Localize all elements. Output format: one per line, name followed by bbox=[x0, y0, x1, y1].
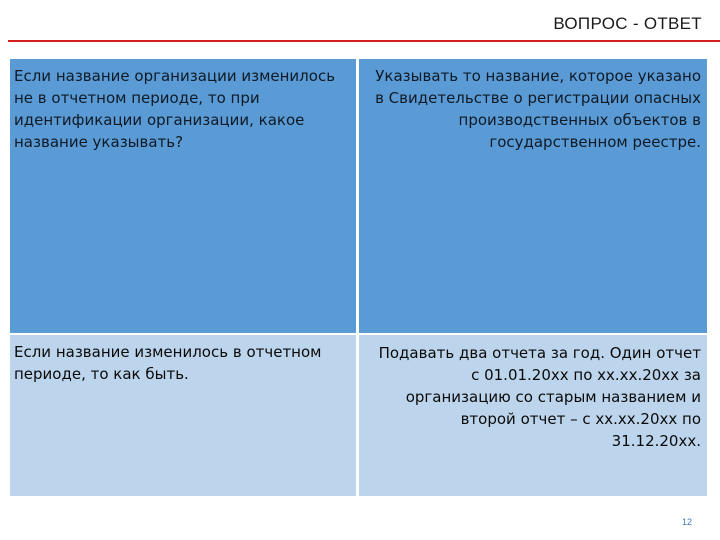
table-row bbox=[10, 335, 707, 496]
slide-title: ВОПРОС - ОТВЕТ bbox=[553, 14, 702, 33]
table-row bbox=[10, 59, 707, 333]
title-underline bbox=[8, 40, 720, 42]
question-cell: Если название изменилось в отчетном периоде, то как быть. bbox=[14, 343, 322, 383]
page-number: 12 bbox=[681, 517, 692, 527]
qa-table bbox=[10, 59, 707, 496]
question-cell: Если название организации изменилось не в отчетном периоде, то при идентификации организации, какое название указывать? bbox=[14, 67, 336, 151]
answer-cell: Указывать то название, которое указано в Свидетельстве о регистрации опасных производственных объектов в государственном реестре. bbox=[375, 67, 701, 151]
answer-cell: Подавать два отчета за год. Один отчет с 01.01.20хх по хх.хх.20хх за организацию со старым названием и второй отчет – с хх.хх.20хх по 31.12.20хх. bbox=[378, 344, 701, 450]
